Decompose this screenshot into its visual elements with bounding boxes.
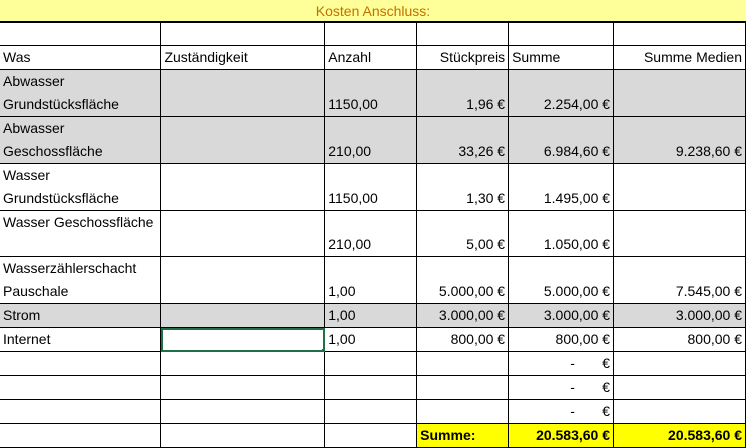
cell-summe[interactable]: 1.050,00 € (509, 211, 614, 257)
cell-was[interactable]: Internet (0, 328, 161, 352)
cell-medien[interactable]: 800,00 € (614, 328, 746, 352)
header-was[interactable]: Was (0, 46, 161, 70)
total-medien[interactable]: 20.583,60 € (614, 424, 746, 448)
sheet-title[interactable]: Kosten Anschluss: (0, 0, 746, 22)
cell-zust[interactable] (161, 117, 325, 164)
cell[interactable] (0, 376, 161, 400)
table-row (0, 304, 746, 328)
header-summe-medien[interactable]: Summe Medien (614, 46, 746, 70)
cell[interactable] (417, 23, 509, 46)
cell-summe[interactable] (509, 376, 614, 400)
cell[interactable] (0, 400, 161, 424)
cell-medien[interactable]: 3.000,00 € (614, 304, 746, 328)
cell-zust[interactable] (161, 70, 325, 117)
cell-summe[interactable]: 800,00 € (509, 328, 614, 352)
cell-summe[interactable]: 5.000,00 € (509, 257, 614, 304)
cell-anzahl[interactable]: 1150,00 (325, 164, 417, 211)
cell-zust[interactable] (161, 304, 325, 328)
cell-anzahl[interactable]: 1,00 (325, 328, 417, 352)
cell[interactable] (417, 352, 509, 376)
cell-anzahl[interactable]: 210,00 (325, 211, 417, 257)
cell-preis[interactable]: 5,00 € (417, 211, 509, 257)
cost-table (0, 22, 746, 448)
total-label[interactable]: Summe: (417, 424, 509, 448)
cell[interactable] (0, 352, 161, 376)
cell-medien[interactable] (614, 70, 746, 117)
cell-was[interactable]: Abwasser Geschossfläche (0, 117, 161, 164)
euro-sign: € (602, 403, 611, 419)
empty-row (0, 400, 746, 424)
cell-anzahl[interactable]: 1,00 (325, 304, 417, 328)
cell-preis[interactable]: 3.000,00 € (417, 304, 509, 328)
cell[interactable] (614, 376, 746, 400)
cell-preis[interactable]: 33,26 € (417, 117, 509, 164)
cell-preis[interactable]: 1,30 € (417, 164, 509, 211)
cell-medien[interactable]: 9.238,60 € (614, 117, 746, 164)
header-row (0, 46, 746, 70)
empty-row (0, 376, 746, 400)
cell[interactable] (614, 23, 746, 46)
cell-medien[interactable]: 7.545,00 € (614, 257, 746, 304)
euro-sign: € (602, 379, 611, 395)
header-stueckpreis[interactable]: Stückpreis (417, 46, 509, 70)
zero-dash: - (570, 355, 575, 371)
cell[interactable] (614, 352, 746, 376)
cell-was[interactable]: Wasserzählerschacht Pauschale (0, 257, 161, 304)
fill-handle[interactable] (322, 349, 325, 352)
cell-was[interactable]: Strom (0, 304, 161, 328)
cell-anzahl[interactable]: 210,00 (325, 117, 417, 164)
selected-cell[interactable] (161, 328, 325, 352)
cell-summe[interactable]: 6.984,60 € (509, 117, 614, 164)
cell[interactable] (325, 23, 417, 46)
cell[interactable] (325, 376, 417, 400)
cell-preis[interactable]: 800,00 € (417, 328, 509, 352)
cell-zust[interactable] (161, 211, 325, 257)
cell[interactable] (0, 23, 161, 46)
cell-medien[interactable] (614, 164, 746, 211)
cell[interactable] (161, 23, 325, 46)
cell[interactable] (417, 400, 509, 424)
cell[interactable] (325, 352, 417, 376)
empty-row (0, 352, 746, 376)
header-anzahl[interactable]: Anzahl (325, 46, 417, 70)
cell[interactable] (161, 376, 325, 400)
cell-zust[interactable] (161, 164, 325, 211)
cell-was[interactable]: Abwasser Grundstücksfläche (0, 70, 161, 117)
cell-was[interactable]: Wasser Grundstücksfläche (0, 164, 161, 211)
table-row (0, 211, 746, 257)
cell[interactable] (161, 352, 325, 376)
cell-was[interactable]: Wasser Geschossfläche (0, 211, 161, 257)
table-row (0, 164, 746, 211)
zero-dash: - (570, 379, 575, 395)
cell-summe[interactable] (509, 352, 614, 376)
cell-anzahl[interactable]: 1,00 (325, 257, 417, 304)
cell[interactable] (509, 23, 614, 46)
cell[interactable] (325, 400, 417, 424)
table-row (0, 257, 746, 304)
cell-summe[interactable]: 3.000,00 € (509, 304, 614, 328)
cell-zust[interactable] (161, 257, 325, 304)
cell[interactable] (417, 376, 509, 400)
cell-anzahl[interactable]: 1150,00 (325, 70, 417, 117)
cell-summe[interactable]: 1.495,00 € (509, 164, 614, 211)
header-zustaendigkeit[interactable]: Zuständigkeit (161, 46, 325, 70)
cell-summe[interactable] (509, 400, 614, 424)
cell-summe[interactable]: 2.254,00 € (509, 70, 614, 117)
cell-preis[interactable]: 5.000,00 € (417, 257, 509, 304)
table-row (0, 117, 746, 164)
header-summe[interactable]: Summe (509, 46, 614, 70)
table-row (0, 328, 746, 352)
spacer-row (0, 23, 746, 46)
cell-preis[interactable]: 1,96 € (417, 70, 509, 117)
zero-dash: - (570, 403, 575, 419)
cell[interactable] (161, 400, 325, 424)
total-summe[interactable]: 20.583,60 € (509, 424, 614, 448)
cell[interactable] (614, 400, 746, 424)
cell-medien[interactable] (614, 211, 746, 257)
euro-sign: € (602, 355, 611, 371)
table-row (0, 70, 746, 117)
